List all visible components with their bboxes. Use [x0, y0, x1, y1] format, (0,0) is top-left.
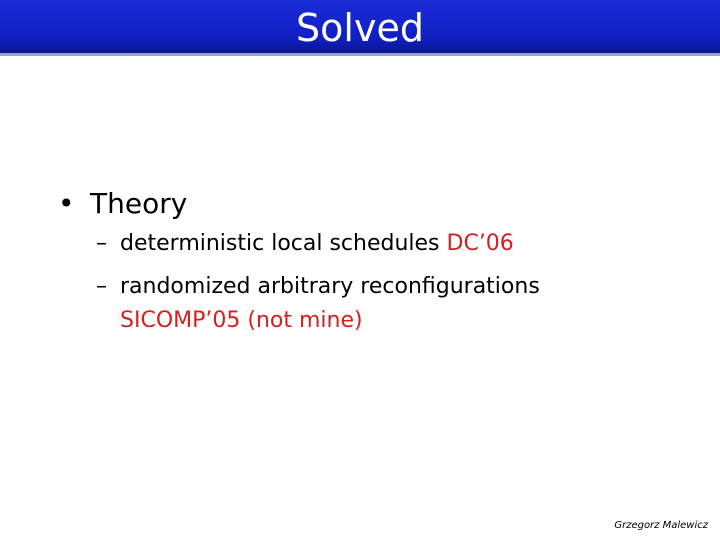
sub-item-randomized — [96, 272, 540, 302]
sub-item-text: randomized arbitrary reconfigurations — [120, 274, 540, 299]
sub-item-text: deterministic local schedules — [120, 231, 447, 256]
bullet-marker: • — [58, 187, 75, 220]
footer-author: Grzegorz Malewicz — [614, 520, 708, 531]
bullet-text: Theory — [90, 187, 188, 220]
slide-title: Solved — [296, 6, 424, 50]
sub-item-marker: – — [96, 231, 107, 256]
citation-dc06: DC’06 — [446, 231, 514, 256]
bullet-theory — [58, 184, 187, 224]
title-bar — [0, 0, 720, 56]
sub-item-marker: – — [96, 274, 107, 299]
sub-item-randomized-citation — [120, 306, 363, 336]
sub-item-deterministic — [96, 229, 514, 259]
citation-sicomp05: SICOMP’05 (not mine) — [120, 308, 363, 333]
